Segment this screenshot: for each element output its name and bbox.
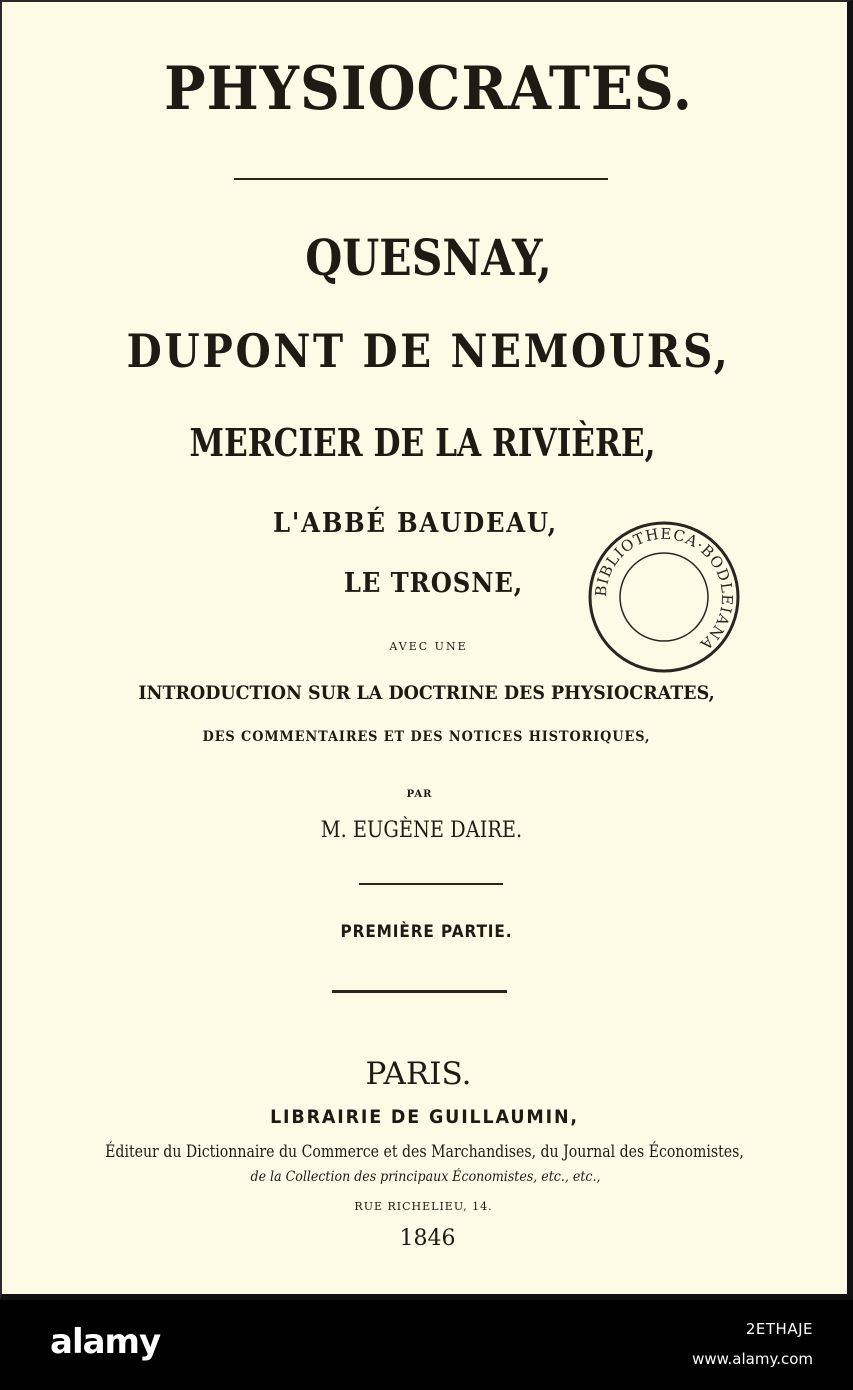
publisher-collection: de la Collection des principaux Économistes, etc., etc., (250, 1169, 601, 1185)
par-text: PAR (406, 789, 433, 800)
author-dupont: DUPONT DE NEMOURS, (126, 324, 731, 378)
author-mercier: MERCIER DE LA RIVIÈRE, (189, 420, 656, 465)
library-stamp (586, 519, 742, 675)
alamy-logo: alamy (50, 1322, 161, 1362)
image-id: 2ETHAJE (745, 1320, 813, 1338)
city: PARIS. (365, 1056, 472, 1092)
publisher-address: RUE RICHELIEU, 14. (354, 1200, 493, 1213)
stamp-text: BIBLIOTHECA·BODLEIANA (591, 524, 737, 654)
editor-name: M. EUGÈNE DAIRE. (320, 818, 523, 843)
source-url[interactable]: www.alamy.com (692, 1350, 813, 1368)
part-label: PREMIÈRE PARTIE. (340, 922, 513, 942)
publisher: LIBRAIRIE DE GUILLAUMIN, (270, 1106, 579, 1128)
author-trosne: LE TROSNE, (343, 568, 524, 599)
image-reference (692, 1320, 813, 1368)
publication-year: 1846 (399, 1226, 456, 1251)
author-quesnay: QUESNAY, (305, 228, 552, 287)
part-rule-bottom (332, 990, 507, 993)
commentaires-text: DES COMMENTAIRES ET DES NOTICES HISTORIQUES, (202, 729, 651, 745)
part-rule-top (359, 883, 503, 885)
title-rule (234, 178, 608, 180)
publisher-description: Éditeur du Dictionnaire du Commerce et des Marchandises, du Journal des Économistes, (105, 1142, 744, 1162)
author-baudeau: L'ABBÉ BAUDEAU, (273, 508, 558, 539)
watermark-footer (0, 1300, 853, 1390)
introduction-text: INTRODUCTION SUR LA DOCTRINE DES PHYSIOCRATES, (138, 682, 715, 704)
book-title: PHYSIOCRATES. (164, 54, 693, 124)
avec-une-text: AVEC UNE (389, 640, 468, 653)
